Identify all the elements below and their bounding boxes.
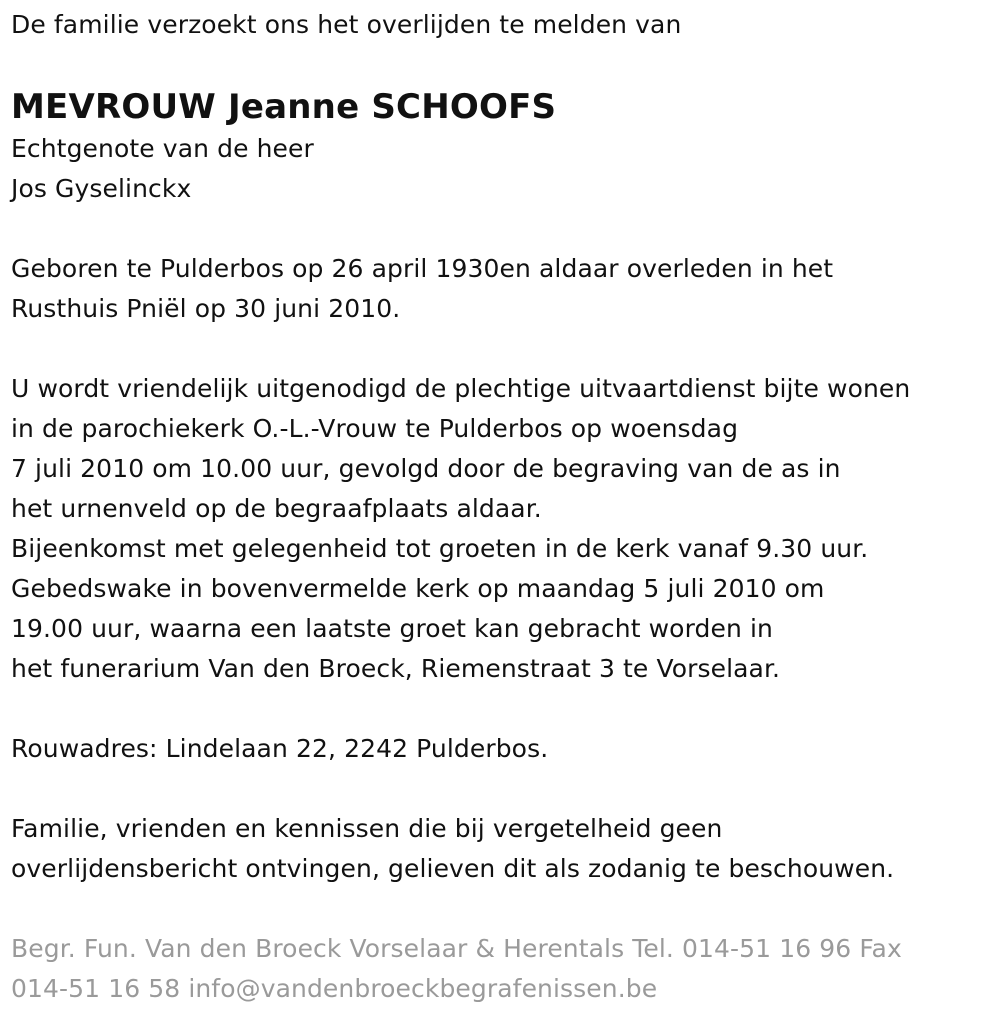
birth-death-line: Geboren te Pulderbos op 26 april 1930en aldaar overleden in het xyxy=(11,254,834,283)
footer-line: Begr. Fun. Van den Broeck Vorselaar & Herentals Tel. 014-51 16 96 Fax xyxy=(11,934,902,963)
deceased-name: MEVROUW Jeanne SCHOOFS xyxy=(11,87,557,127)
notice-line: Familie, vrienden en kennissen die bij vergetelheid geen xyxy=(11,814,723,843)
mourning-address-block xyxy=(11,729,991,769)
service-line: het urnenveld op de begraafplaats aldaar. xyxy=(11,494,542,523)
service-line: 7 juli 2010 om 10.00 uur, gevolgd door de begraving van de as in xyxy=(11,454,841,483)
obituary-notice xyxy=(11,0,991,1009)
notice-line: overlijdensbericht ontvingen, gelieven dit als zodanig te beschouwen. xyxy=(11,854,895,883)
footer-line: 014-51 16 58 info@vandenbroeckbegrafenissen.be xyxy=(11,974,658,1003)
birth-death-block xyxy=(11,249,991,329)
service-line: 19.00 uur, waarna een laatste groet kan gebracht worden in xyxy=(11,614,773,643)
relation-line: Echtgenote van de heer xyxy=(11,134,314,163)
relation-block xyxy=(11,129,991,209)
service-line: in de parochiekerk O.-L.-Vrouw te Pulderbos op woensdag xyxy=(11,414,739,443)
mourning-address: Rouwadres: Lindelaan 22, 2242 Pulderbos. xyxy=(11,734,549,763)
notice-block xyxy=(11,809,991,889)
birth-death-line: Rusthuis Pniël op 30 juni 2010. xyxy=(11,294,401,323)
intro-text: De familie verzoekt ons het overlijden te melden van xyxy=(11,10,682,39)
service-line: Gebedswake in bovenvermelde kerk op maandag 5 juli 2010 om xyxy=(11,574,825,603)
service-line: Bijeenkomst met gelegenheid tot groeten in de kerk vanaf 9.30 uur. xyxy=(11,534,869,563)
funeral-home-footer xyxy=(11,929,991,1009)
service-line: U wordt vriendelijk uitgenodigd de plechtige uitvaartdienst bijte wonen xyxy=(11,374,911,403)
service-block xyxy=(11,369,991,689)
service-line: het funerarium Van den Broeck, Riemenstraat 3 te Vorselaar. xyxy=(11,654,781,683)
spouse-name: Jos Gyselinckx xyxy=(11,174,192,203)
